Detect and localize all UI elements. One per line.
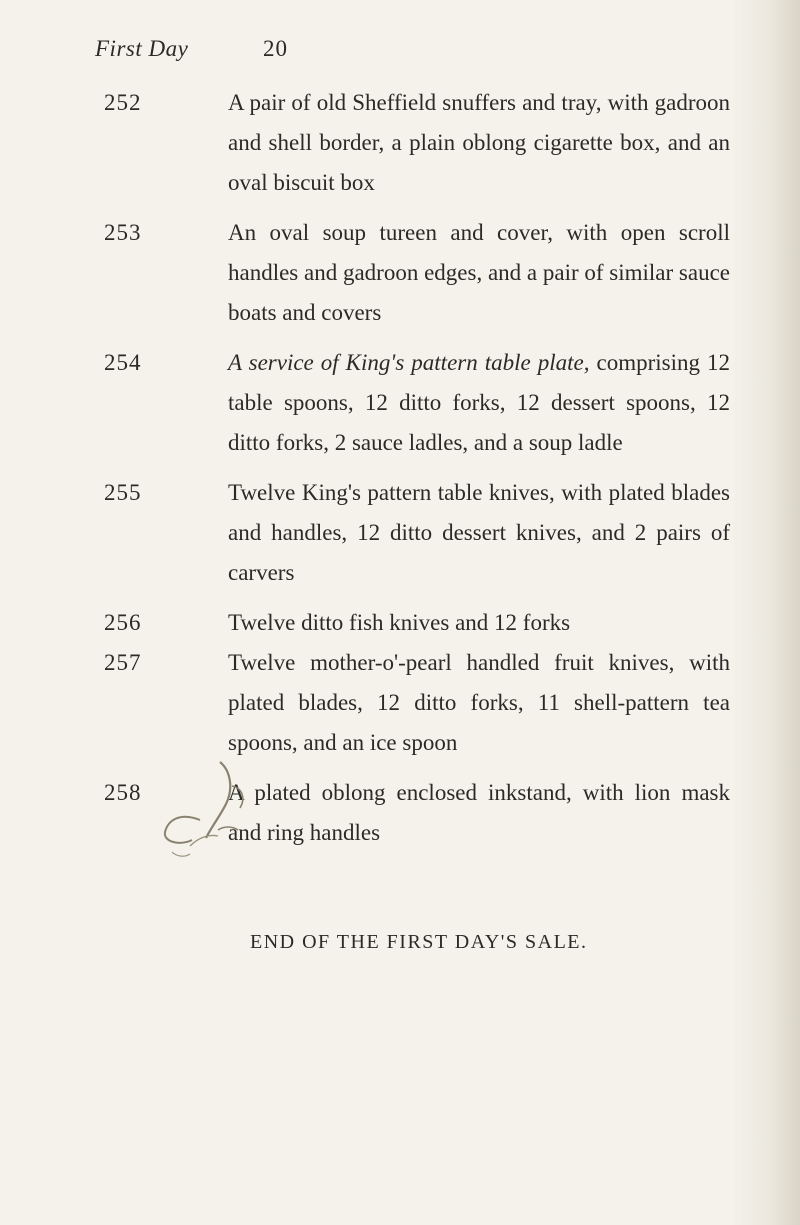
lot-number: 257 bbox=[104, 650, 142, 675]
lot-description: Twelve mother-o'-pearl handled fruit knives, with plated blades, 12 ditto forks, 11 shell-pattern tea spoons, and an ice spoon bbox=[228, 650, 730, 755]
lot-entry-258 bbox=[0, 773, 800, 853]
lot-description bbox=[228, 343, 730, 463]
lot-entry-252 bbox=[0, 83, 800, 203]
lot-number: 255 bbox=[104, 480, 142, 505]
lot-number: 258 bbox=[104, 780, 142, 805]
pencil-annotation-mark bbox=[160, 742, 270, 862]
running-head bbox=[95, 36, 395, 66]
lot-entry-257 bbox=[0, 643, 800, 763]
lot-number: 253 bbox=[104, 220, 142, 245]
lot-lead-italic: A service of King's pattern table plate, bbox=[228, 350, 590, 375]
running-title: First Day bbox=[95, 36, 189, 61]
lot-description: Twelve ditto fish knives and 12 forks bbox=[228, 610, 571, 635]
page-number: 20 bbox=[263, 36, 288, 61]
lot-number: 252 bbox=[104, 90, 142, 115]
lot-number: 256 bbox=[104, 610, 142, 635]
lot-description: Twelve King's pattern table knives, with plated blades and handles, 12 ditto dessert knives, and 2 pairs of carvers bbox=[228, 480, 730, 585]
lot-description: A plated oblong enclosed inkstand, with lion mask and ring handles bbox=[228, 780, 730, 845]
lot-list bbox=[0, 83, 800, 863]
lot-description: A pair of old Sheffield snuffers and tray, with gadroon and shell border, a plain oblong cigarette box, and an oval biscuit box bbox=[228, 90, 730, 195]
lot-entry-254 bbox=[0, 343, 800, 463]
lot-description: An oval soup tureen and cover, with open scroll handles and gadroon edges, and a pair of similar sauce boats and covers bbox=[228, 220, 730, 325]
lot-description-rest: comprising 12 table spoons, 12 ditto forks, 12 dessert spoons, 12 ditto forks, 2 sauce ladles, and a soup ladle bbox=[228, 350, 730, 455]
end-of-sale-note: END OF THE FIRST DAY'S SALE. bbox=[250, 931, 588, 953]
pencil-scribble-icon bbox=[160, 742, 270, 862]
lot-entry-256 bbox=[0, 603, 800, 643]
lot-entry-255 bbox=[0, 473, 800, 593]
lot-entry-253 bbox=[0, 213, 800, 333]
lot-number: 254 bbox=[104, 350, 142, 375]
